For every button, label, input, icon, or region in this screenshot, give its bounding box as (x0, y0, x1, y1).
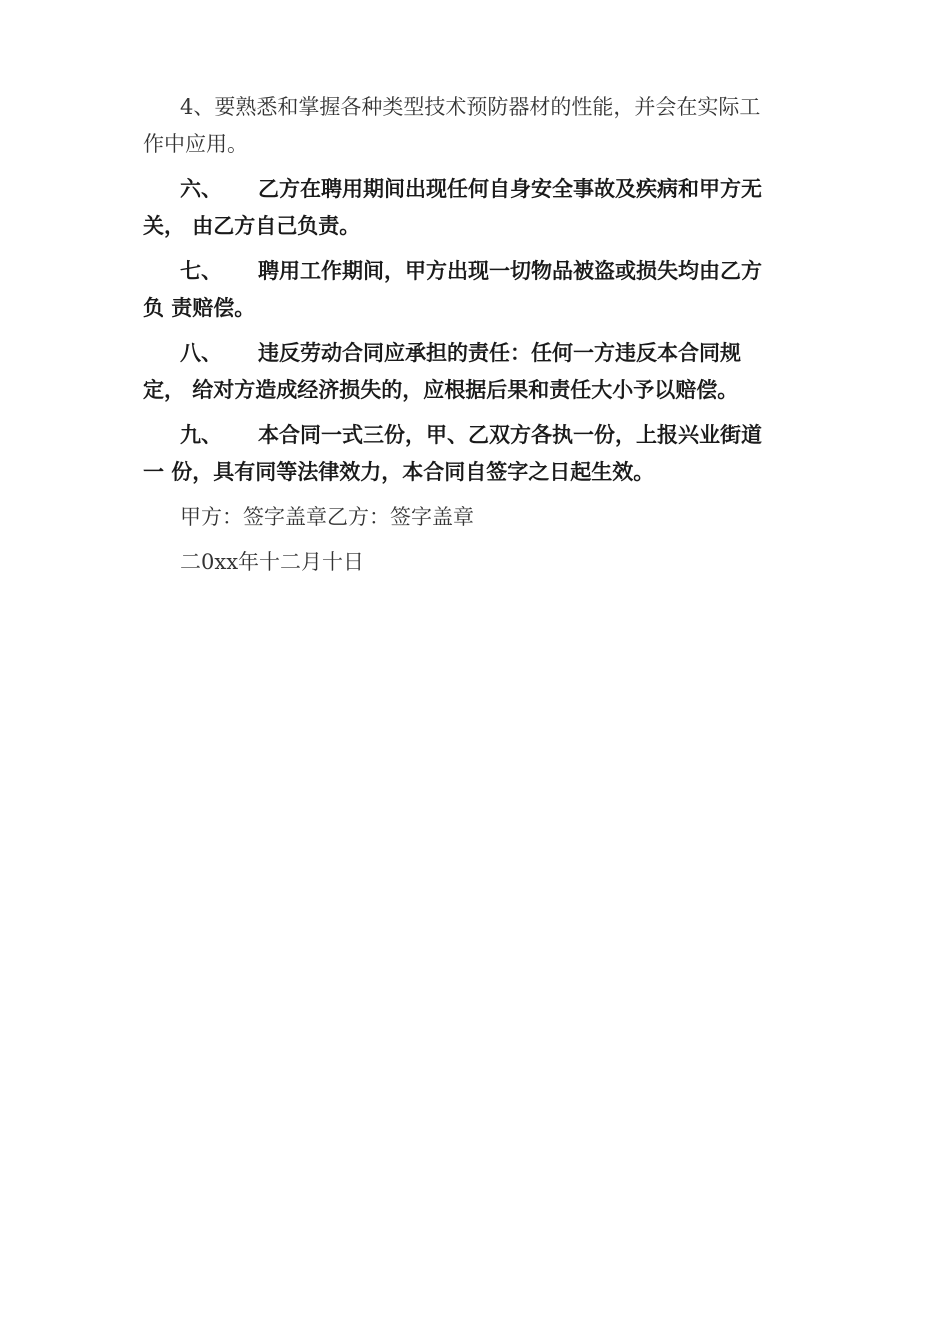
date-block (143, 544, 798, 581)
clause-4-line-2: 作中应用。 (143, 132, 248, 156)
clause-7 (143, 253, 798, 327)
clause-4 (143, 89, 798, 163)
clause-6 (143, 171, 798, 245)
clause-8-line-2: 定， 给对方造成经济损失的，应根据后果和责任大小予以赔偿。 (143, 378, 739, 402)
clause-8-number: 八、 (180, 341, 222, 365)
clause-8-text: 违反劳动合同应承担的责任：任何一方违反本合同规 (258, 341, 741, 365)
clause-9 (143, 417, 798, 491)
date-line: 二0xx年十二月十日 (180, 550, 365, 574)
clause-7-number: 七、 (180, 259, 222, 283)
clause-4-line-1: 4、要熟悉和掌握各种类型技术预防器材的性能，并会在实际工 (180, 95, 761, 119)
clause-6-line-1 (143, 171, 798, 208)
clause-7-line-2: 负 责赔偿。 (143, 296, 256, 320)
clause-6-text: 乙方在聘用期间出现任何自身安全事故及疾病和甲方无 (258, 177, 762, 201)
clause-6-line-2: 关， 由乙方自己负责。 (143, 214, 361, 238)
clause-8-line-1 (143, 335, 798, 372)
signature-line: 甲方：签字盖章乙方：签字盖章 (180, 505, 474, 529)
clause-7-text: 聘用工作期间，甲方出现一切物品被盗或损失均由乙方 (258, 259, 762, 283)
clause-9-line-1 (143, 417, 798, 454)
signature-block (143, 499, 798, 536)
clause-8 (143, 335, 798, 409)
clause-9-line-2: 一 份，具有同等法律效力，本合同自签字之日起生效。 (143, 460, 655, 484)
clause-7-line-1 (143, 253, 798, 290)
clause-9-text: 本合同一式三份，甲、乙双方各执一份，上报兴业街道 (258, 423, 762, 447)
clause-6-number: 六、 (180, 177, 222, 201)
clause-9-number: 九、 (180, 423, 222, 447)
